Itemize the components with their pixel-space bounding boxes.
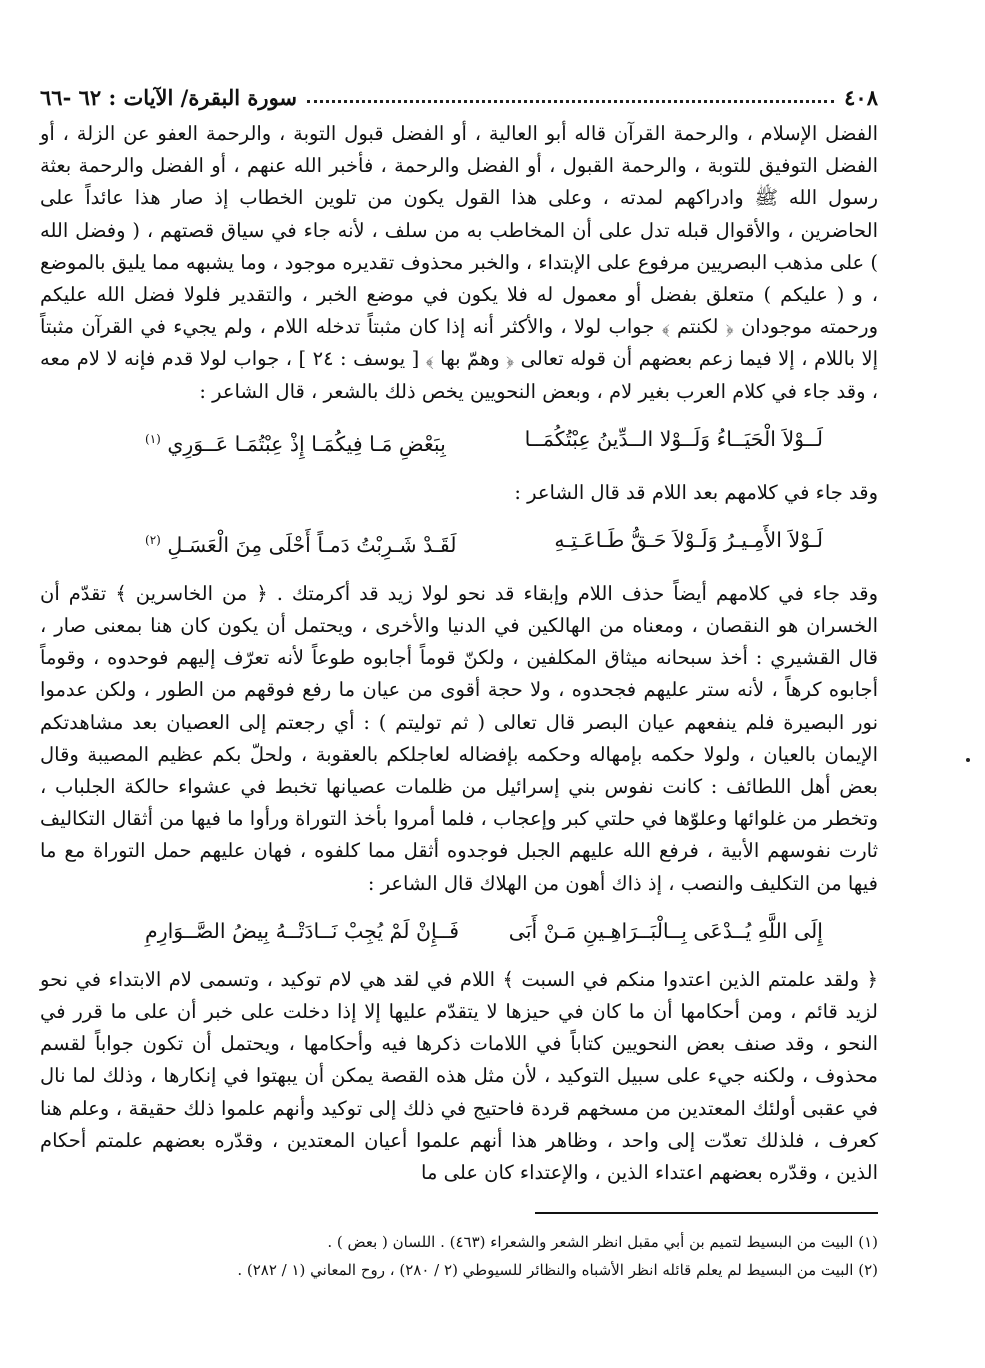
paragraph-2: وقد جاء في كلامهم أيضاً حذف اللام وإبقاء قد نحو لولا زيد قد أكرمتك . ﴿ من الخاسرين ﴾ تقدّم أن الخسران هو النقصان ، ومعناه من الهالكين في الدنيا والأخرى ، ويحتمل أن يكون كان هنا بمعنى صار ، قال القشيري : أخذ سبحانه ميثاق المكلفين ، ولكنّ قوماً أجابوه طوعاً لأنه تعرّف إليهم فوحدوه ، وقوماً أجابوه كرهاً ، لأنه ستر عليهم فجحدوه ، ولا حجة أقوى من عيان ما رفع فوقهم من الطور ، ولكن عدموا نور البصيرة فلم ينفعهم عيان البصر قال تعالى ( ثم توليتم ) : أي رجعتم إلى العصيان بعد مشاهدتكم الإيمان بالعيان ، ولولا حكمه بإمهاله وحكمه بإفضاله لعاجلكم بالعقوبة ، ولحلّ بكم عظيم المصيبة وقال بعض أهل اللطائف : كانت نفوس بني إسرائيل من ظلمات عصيانها تخبط في عشواء حالكة الجلباب ، وتخطر من غلوائها وعلوّها في حلتي كبر وإعجاب ، فلما أمروا بأخذ التوراة ورأوا ما فيها من أثقال التكاليف ثارت نفوسهم الأبية ، فرفع الله عليهم الجبل فوجدوه أثقل مما كلفوه ، فهان عليهم حمل التوراة مع ما فيها من التكليف والنصب ، إذ ذاك أهون من الهلاك قال الشاعر : xyxy=(40,581,878,895)
verse-3 xyxy=(40,912,878,950)
footnote-separator xyxy=(535,1212,878,1214)
footnote-1: (١) البيت من البسيط لتميم بن أبي مقبل انظر الشعر والشعراء (٤٦٣) . اللسان ( بعض ) . xyxy=(327,1233,878,1251)
verse-2-second-text: لَقَـدْ شَـرِبْتُ دَمـاً أَحْلَى مِنَ الْعَسَـلِ xyxy=(167,532,457,557)
page-number: ٤٠٨ xyxy=(844,85,878,110)
main-text xyxy=(40,118,878,1189)
verse-2-intro: وقد جاء في كلامهم بعد اللام قد قال الشاعر : xyxy=(514,480,878,504)
running-title: سورة البقرة/ الآيات : ٦٢ -٦٦ xyxy=(40,85,298,110)
footnotes xyxy=(40,1228,878,1284)
verse-2-second-hemistich xyxy=(145,521,457,564)
verse-2-first-hemistich: لَـوْلاَ الأَمِـيـرُ وَلَـوْلاَ حَـقُّ طَـاعَـتِـهِ xyxy=(554,527,823,552)
header-dotted-leader xyxy=(307,100,834,103)
verse-2 xyxy=(40,521,878,564)
verse-3-first-hemistich: إِلَى اللَّهِ يُــدْعَى بِــالْبَــرَاهِـينِ مَـنْ أَبَى xyxy=(508,918,823,943)
verse-1-first-hemistich: لَــوْلاَ الْحَيَــاءُ وَلَــوْلا الــدِّينُ عِبْتُكُمَــا xyxy=(524,426,823,451)
paragraph-1: الفضل الإسلام ، والرحمة القرآن قاله أبو العالية ، أو الفضل قبول التوبة ، والرحمة العفو عن الزلة ، أو الفضل التوفيق للتوبة ، والرحمة القبول ، أو الفضل والرحمة ، فأخبر الله عنهم ، أو الفضل والرحمة بعثة رسول الله ﷺ وادراكهم لمدته ، وعلى هذا القول يكون من تلوين الخطاب إذ صار هذا عائداً على الحاضرين ، والأقوال قبله تدل على أن المخاطب به من سلف ، لأنه جاء في سياق قصتهم ، ( وفضل الله ) على مذهب البصريين مرفوع على الإبتداء ، والخبر محذوف تقديره موجود ، وما يشبهه مما يليق بالموضع ، و ( عليكم ) متعلق بفضل أو معمول له فلا يكون في موضع الخبر ، والتقدير فلولا فضل الله عليكم ورحمته موجودان ﴿ لكنتم ﴾ جواب لولا ، والأكثر أنه إذا كان مثبتاً تدخله اللام ، ولم يجيء في القرآن مثبتاً إلا باللام ، إلا فيما زعم بعضهم أن قوله تعالى ﴿ وهمّ بها ﴾ [ يوسف : ٢٤ ] ، جواب لولا قدم فإنه لا لام معه ، وقد جاء في كلام العرب بغير لام ، وبعض النحويين يخص ذلك بالشعر ، قال الشاعر : xyxy=(40,122,878,403)
margin-dot xyxy=(966,758,970,762)
footnote-2: (٢) البيت من البسيط لم يعلم قائله انظر الأشباه والنظائر للسيوطي (٢ / ٢٨٠) ، روح المعاني (١ / ٢٨٢) . xyxy=(237,1261,878,1279)
paragraph-3: ﴿ ولقد علمتم الذين اعتدوا منكم في السبت ﴾ اللام في لقد هي لام توكيد ، وتسمى لام الابتداء في نحو لزيد قائم ، ومن أحكامها أن ما كان في حيزها لا يتقدّم عليها إلا إذا دخلت على خبر أن على ما قرر في النحو ، وقد صنف بعض النحويين كتاباً في اللامات ذكرها فيه وأحكامها ، ويحتمل أن تكون جواباً لقسم محذوف ، ولكنه جيء على سبيل التوكيد ، لأن مثل هذه القصة يمكن أن يبهتوا في إنكارها ، وذلك لما نال في عقبى أولئك المعتدين من مسخهم قردة فاحتيج في ذلك إلى توكيد وأنهم علموا ذلك حقيقة ، وعلم هنا كعرف ، فلذلك تعدّت إلى واحد ، وظاهر هذا أنهم علموا أعيان المعتدين ، وقدّره بعضهم علمتم أحكام الذين ، وقدّره بعضهم اعتداء الذين ، والإعتداء كان على ما xyxy=(40,967,878,1184)
page-header xyxy=(40,80,878,110)
verse-1-second-text: بِبَعْضِ مَـا فِيكُمَـا إِذْ عِبْتُمَـا عَــوَرِي xyxy=(167,431,446,456)
footnote-marker-2: (٢) xyxy=(145,532,161,547)
verse-1-second-hemistich xyxy=(145,420,446,463)
verse-3-second-hemistich: فَــإِنْ لَمْ يُجِبْ نَــادَتْــهُ بِيضُ الصَّــوَارِمِ xyxy=(145,918,460,943)
verse-1 xyxy=(40,420,878,463)
footnote-marker-1: (١) xyxy=(145,431,161,446)
